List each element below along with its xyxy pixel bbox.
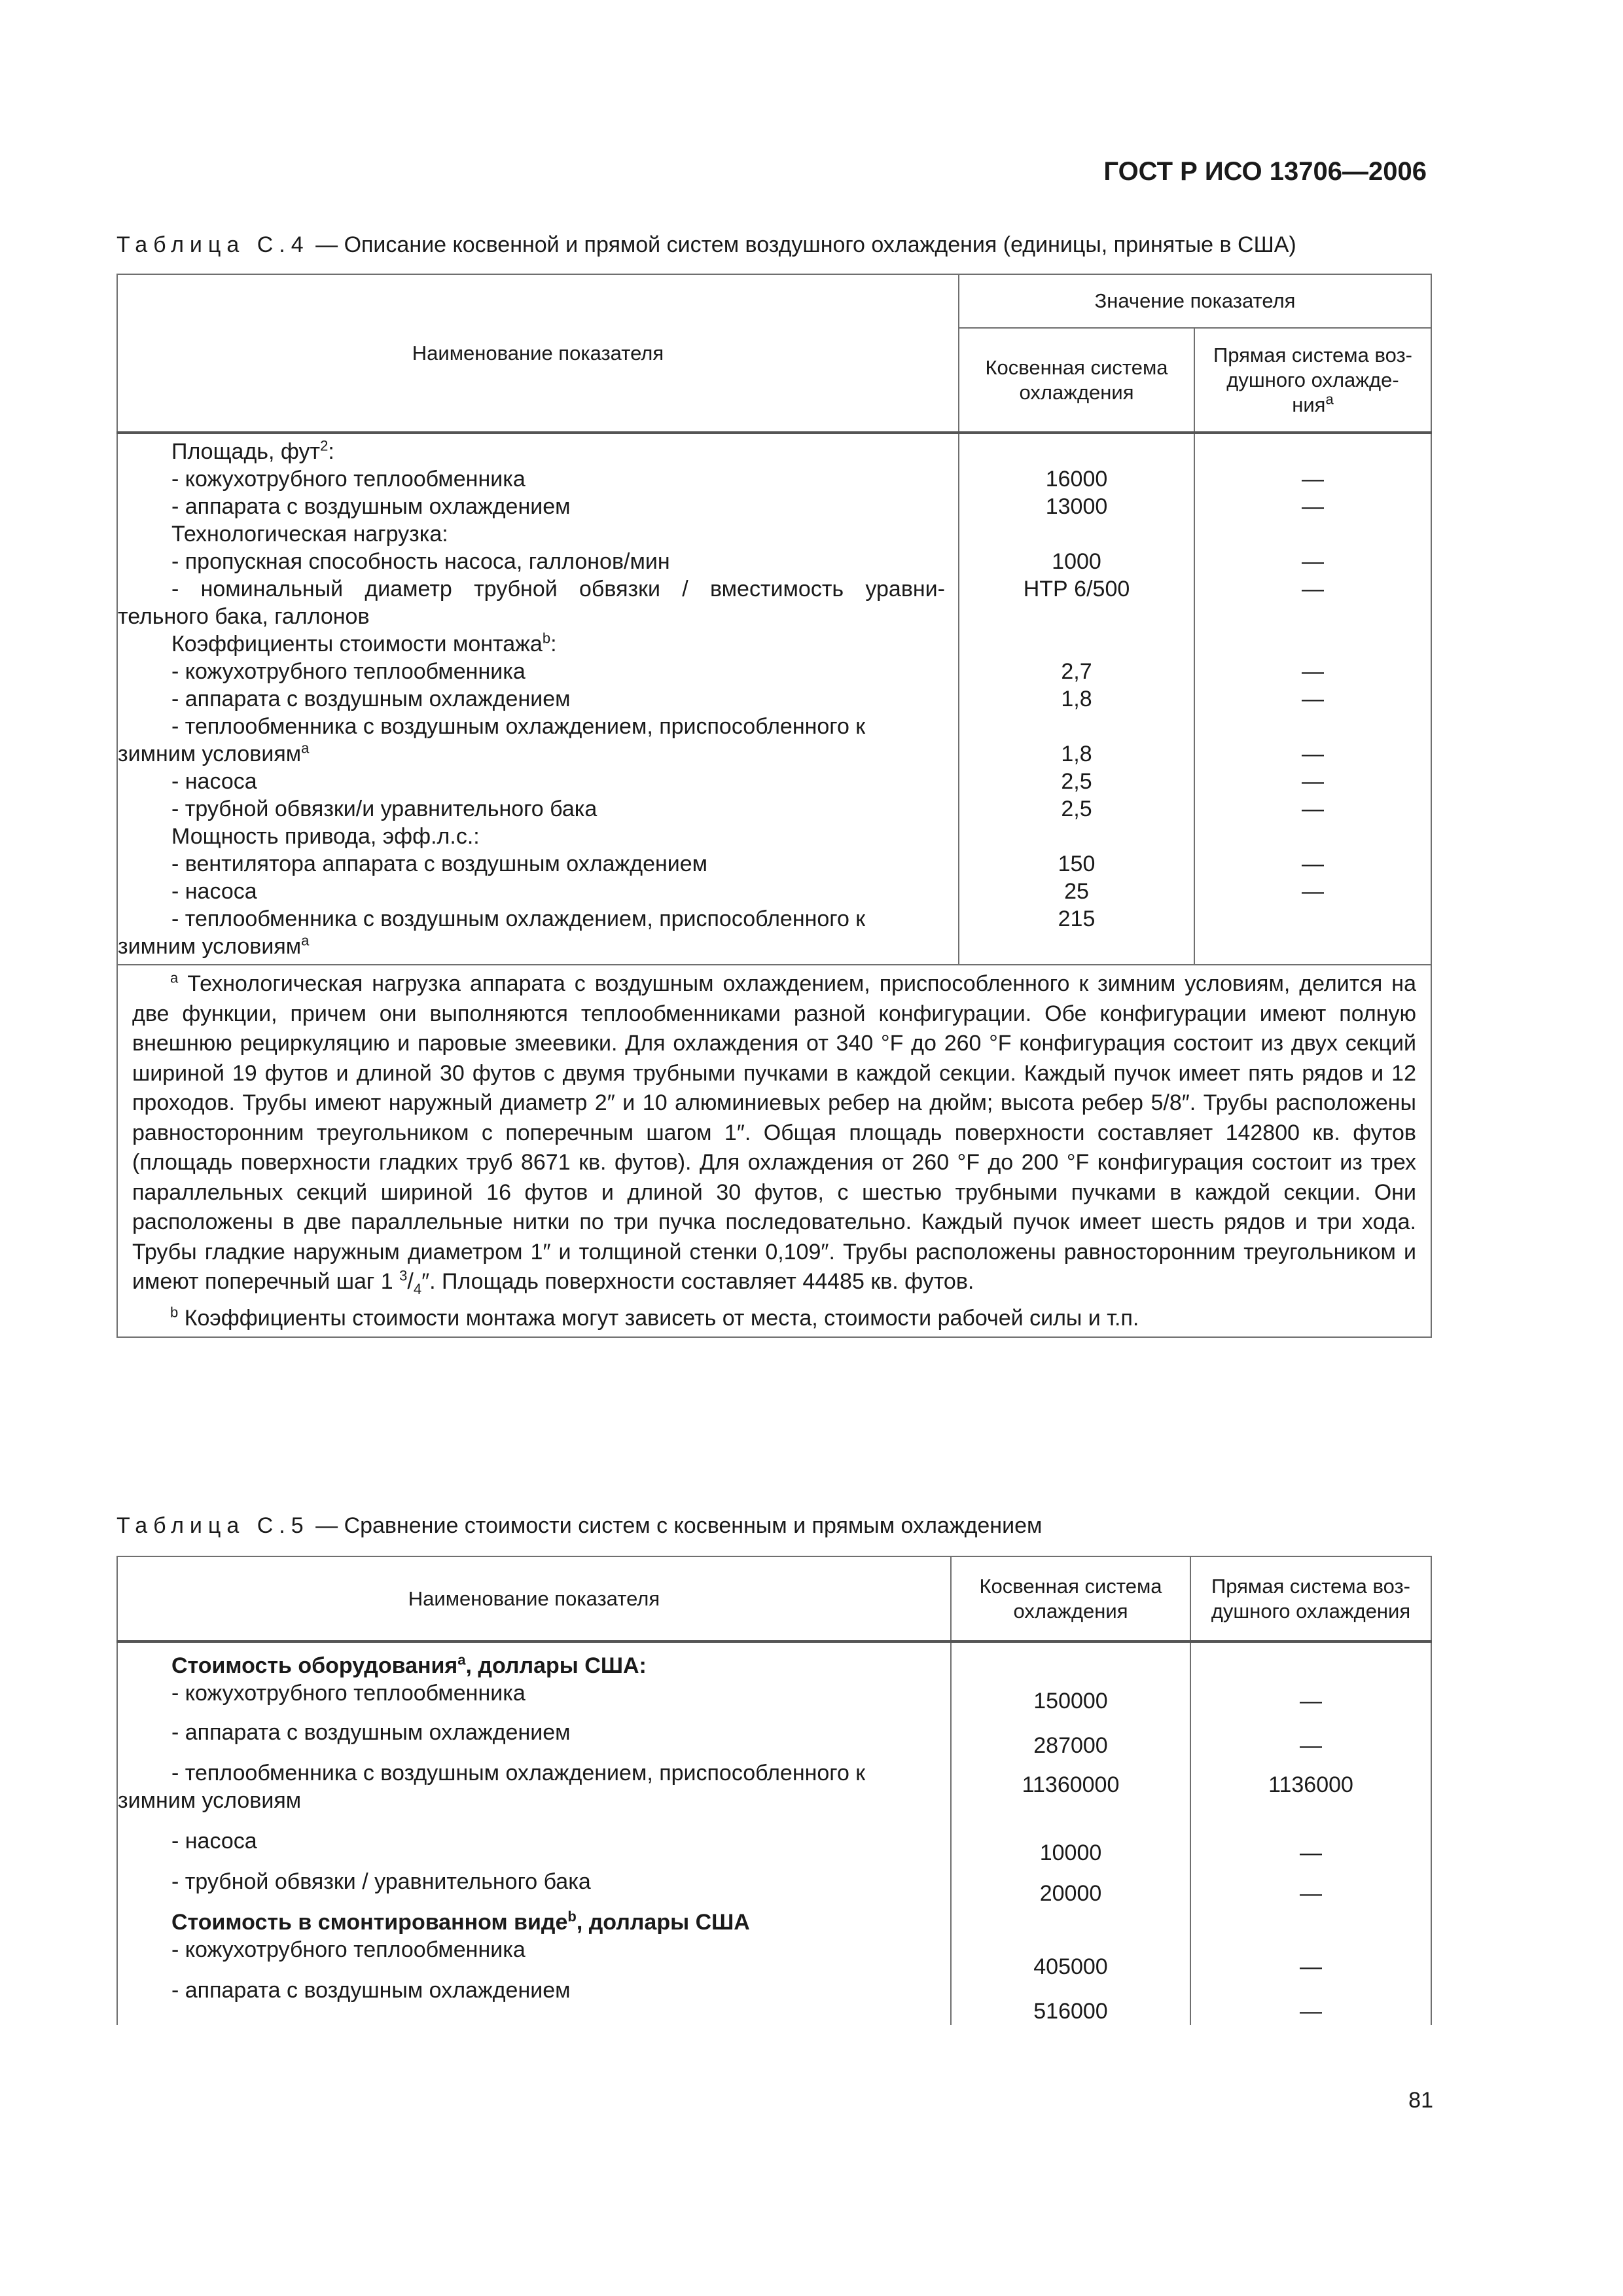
row-process-load-title: Технологическая нагрузка: bbox=[171, 522, 448, 547]
document-code: ГОСТ Р ИСО 13706—2006 bbox=[1103, 157, 1427, 186]
c5-mounted-tail: , доллары США bbox=[576, 1910, 750, 1935]
dash-pump-capacity: — bbox=[1302, 549, 1324, 574]
val-k-shell: 2,7 bbox=[1061, 659, 1092, 684]
c5-equip-title-text: Стоимость оборудования bbox=[171, 1653, 458, 1678]
table-c5-caption-label: Таблица С.5 bbox=[116, 1513, 310, 1538]
c5-val-e-winter-direct: 1136000 bbox=[1268, 1772, 1353, 1797]
row-area-title bbox=[118, 438, 958, 465]
table-c5-head-indirect bbox=[951, 1556, 1190, 1641]
val-pipe: НТР 6/500 bbox=[1023, 577, 1130, 601]
c5-val-e-air: 287000 bbox=[1033, 1733, 1108, 1758]
row-pipe-line-2: тельного бака, галлонов bbox=[118, 604, 370, 629]
row-power-title: Мощность привода, эфф.л.с.: bbox=[171, 824, 480, 849]
c5-val-e-shell: 150000 bbox=[1033, 1689, 1108, 1713]
table-c4-indirect-values bbox=[959, 433, 1194, 965]
c5-e-air: - аппарата с воздушным охлаждением bbox=[171, 1720, 571, 1745]
val-area-shell: 16000 bbox=[1045, 467, 1108, 492]
row-k-air: - аппарата с воздушным охлаждением bbox=[171, 687, 571, 711]
footnote-a-text-2: ″. Площадь поверхности составляет 44485 кв. футов. bbox=[421, 1269, 974, 1294]
footnote-a: $^a$ Технологическая нагрузка аппарата с воздушным охлаждением, приспособленного к зимним условиям, делится на две функции, причем они выполняются теплообменниками разной конфигурации. Обе конфигурации имеют полную внешнюю рециркуляцию и паровые змеевики. Для охлаждения от 340 °F до 260 °F конфигурация состоит из двух секций шириной 19 футов и длиной 30 футов с двумя трубными пучками в каждой секции. Каждый пучок имеет пять рядов и 12 проходов. Трубы имеют наружный диаметр 2″ и 10 алюминиевых ребер на дюйм; высота ребер 5/8″. Трубы расположены равносторонним треугольником с поперечным шагом 1″. Общая площадь поверхности составляет 142800 кв. футов (площадь поверхности гладких труб 8671 кв. футов). Для охлаждения от 260 °F до 200 °F конфигурация состоит из трех параллельных секций шириной 16 футов и длиной 30 футов, с шестью трубными пучками в каждой секции. Они расположены в две параллельные нитки по три пучка последовательно. Каждый пучок имеет шесть рядов и три хода. Трубы гладкие наружным диаметром 1″ и толщиной стенки 0,109″. Трубы расположены равносторонним треугольником и имеют поперечный шаг 1 $^3/_4''$. Площадь поверхности составляет 44485 кв. футов. bbox=[132, 969, 1416, 1297]
c5-dash-m-shell: — bbox=[1300, 1954, 1322, 1979]
table-c4-names bbox=[117, 433, 959, 965]
c5-m-air: - аппарата с воздушным охлаждением bbox=[171, 1978, 571, 2003]
c5-head-direct-line-2: душного охлаждения bbox=[1211, 1599, 1411, 1623]
footnote-b-text: Коэффициенты стоимости монтажа могут зависеть от места, стоимости рабочей силы и т.п. bbox=[178, 1306, 1139, 1331]
table-c4-head-direct bbox=[1194, 328, 1431, 433]
table-c5-indirect-values bbox=[951, 1641, 1190, 2025]
row-p-winter-sup: a bbox=[301, 932, 310, 949]
val-k-pipe: 2,5 bbox=[1061, 797, 1092, 821]
table-c5-direct-values bbox=[1190, 1641, 1431, 2025]
row-k-pipe: - трубной обвязки/и уравнительного бака bbox=[171, 797, 597, 821]
row-install-title-colon: : bbox=[550, 632, 557, 656]
row-area-air: - аппарата с воздушным охлаждением bbox=[171, 494, 571, 519]
val-p-winter: 215 bbox=[1058, 906, 1096, 931]
val-k-air: 1,8 bbox=[1061, 687, 1092, 711]
row-k-shell: - кожухотрубного теплообменника bbox=[171, 659, 526, 684]
row-p-winter-line-2 bbox=[118, 933, 958, 960]
head-direct-line-2: душного охлажде- bbox=[1226, 368, 1399, 391]
table-c5 bbox=[116, 1556, 1432, 2025]
row-area-shell: - кожухотрубного теплообменника bbox=[171, 467, 526, 492]
head-direct-line-1: Прямая система воз- bbox=[1213, 343, 1413, 367]
footnote-a-frac-num: 3 bbox=[399, 1267, 408, 1284]
c5-equip-tail: , доллары США: bbox=[465, 1653, 647, 1678]
c5-head-indirect-line-2: охлаждения bbox=[1013, 1599, 1128, 1623]
row-k-winter-line-1: - теплообменника с воздушным охлаждением, приспособленного к bbox=[171, 714, 866, 739]
c5-mounted-title-text: Стоимость в смонтированном виде bbox=[171, 1910, 568, 1935]
row-p-winter-line-1: - теплообменника с воздушным охлаждением, приспособленного к bbox=[171, 906, 866, 931]
footnote-a-mark: a bbox=[170, 969, 179, 986]
dash-p-fan: — bbox=[1302, 852, 1324, 876]
dash-p-pump: — bbox=[1302, 879, 1324, 904]
c5-equip-title bbox=[118, 1652, 950, 1679]
c5-e-winter-line-1: - теплообменника с воздушным охлаждением, приспособленного к bbox=[171, 1761, 866, 1785]
footnote-a-text-1: Технологическая нагрузка аппарата с воздушным охлаждением, приспособленного к зимним условиям, делится на две функции, причем они выполняются теплообменниками разной конфигурации. Обе конфигурации имеют полную внешнюю рециркуляцию и паровые змеевики. Для охлаждения от 340 °F до 260 °F конфигурация состоит из двух секций шириной 19 футов и длиной 30 футов с двумя трубными пучками в каждой секции. Каждый пучок имеет пять рядов и 12 проходов. Трубы имеют наружный диаметр 2″ и 10 алюминиевых ребер на дюйм; высота ребер 5/8″. Трубы расположены равносторонним треугольником с поперечным шагом 1″. Общая площадь поверхности составляет 142800 кв. футов (площадь поверхности гладких труб 8671 кв. футов). Для охлаждения от 260 °F до 200 °F конфигурация состоит из трех параллельных секций шириной 16 футов и длиной 30 футов, с шестью трубными пучками в каждой секции. Они расположены в две параллельные нитки по три пучка последовательно. Каждый пучок имеет шесть рядов и три хода. Трубы гладкие наружным диаметром 1″ и толщиной стенки 0,109″. Трубы расположены равносторонним треугольником и имеют поперечный шаг 1 bbox=[132, 971, 1416, 1294]
row-k-winter-line-2 bbox=[118, 740, 958, 768]
c5-mounted-sup: b bbox=[567, 1908, 577, 1925]
row-area-title-sup: 2 bbox=[320, 437, 329, 454]
row-pipe-line-1: - номинальный диаметр трубной обвязки / вместимость уравни- bbox=[171, 577, 945, 601]
row-install-title-sup: b bbox=[542, 630, 551, 647]
dash-k-shell: — bbox=[1302, 659, 1324, 684]
c5-val-m-shell: 405000 bbox=[1033, 1954, 1108, 1979]
c5-e-pump: - насоса bbox=[171, 1829, 257, 1854]
val-p-fan: 150 bbox=[1058, 852, 1096, 876]
head-direct-footnote-mark: a bbox=[1325, 391, 1334, 408]
head-direct-line-3 bbox=[1195, 393, 1431, 418]
c5-val-e-winter: 11360000 bbox=[1022, 1772, 1120, 1797]
table-c4-caption bbox=[116, 232, 1296, 258]
c5-head-indirect-line-1: Косвенная система bbox=[979, 1574, 1162, 1598]
table-c4-caption-text: — Описание косвенной и прямой систем воздушного охлаждения (единицы, принятые в США) bbox=[309, 232, 1296, 257]
row-k-winter-line-2-text: зимним условиям bbox=[118, 742, 302, 766]
c5-dash-e-air: — bbox=[1300, 1733, 1322, 1758]
table-c5-caption bbox=[116, 1513, 1042, 1539]
table-c4-direct-values bbox=[1194, 433, 1431, 965]
c5-val-e-pipe: 20000 bbox=[1039, 1881, 1102, 1906]
row-k-winter-sup: a bbox=[301, 740, 310, 757]
val-k-pump: 2,5 bbox=[1061, 769, 1092, 794]
table-c5-caption-text: — Сравнение стоимости систем с косвенным и прямым охлаждением bbox=[309, 1513, 1043, 1538]
c5-dash-m-air: — bbox=[1300, 1999, 1322, 2024]
c5-val-e-pump: 10000 bbox=[1039, 1840, 1102, 1865]
dash-k-pump: — bbox=[1302, 769, 1324, 794]
dash-k-winter: — bbox=[1302, 742, 1324, 766]
c5-m-shell: - кожухотрубного теплообменника bbox=[171, 1937, 526, 1962]
row-k-pump: - насоса bbox=[171, 769, 257, 794]
head-indirect-line-1: Косвенная система bbox=[985, 355, 1168, 379]
val-area-air: 13000 bbox=[1045, 494, 1108, 519]
c5-dash-e-pipe: — bbox=[1300, 1881, 1322, 1906]
table-c4 bbox=[116, 274, 1432, 1338]
c5-e-shell: - кожухотрубного теплообменника bbox=[171, 1681, 526, 1706]
c5-e-pipe: - трубной обвязки / уравнительного бака bbox=[171, 1869, 591, 1894]
table-c4-head-group: Значение показателя bbox=[959, 274, 1431, 328]
page-number: 81 bbox=[1408, 2088, 1433, 2113]
val-k-winter: 1,8 bbox=[1061, 742, 1092, 766]
footnote-b-mark: b bbox=[170, 1304, 179, 1321]
table-c4-caption-label: Таблица С.4 bbox=[116, 232, 310, 257]
table-c5-head-direct bbox=[1190, 1556, 1431, 1641]
row-p-winter-line-2-text: зимним условиям bbox=[118, 934, 302, 959]
head-direct-line-3-text: ния bbox=[1292, 393, 1326, 416]
row-pump-capacity: - пропускная способность насоса, галлонов/мин bbox=[171, 549, 670, 574]
c5-mounted-title bbox=[118, 1909, 950, 1936]
row-p-pump: - насоса bbox=[171, 879, 257, 904]
c5-val-m-air: 516000 bbox=[1033, 1999, 1108, 2024]
dash-k-pipe: — bbox=[1302, 797, 1324, 821]
table-c4-footnotes bbox=[117, 965, 1431, 1337]
row-p-fan: - вентилятора аппарата с воздушным охлаждением bbox=[171, 852, 708, 876]
val-p-pump: 25 bbox=[1064, 879, 1089, 904]
table-c4-head-name: Наименование показателя bbox=[117, 274, 959, 433]
head-indirect-line-2: охлаждения bbox=[1019, 380, 1134, 404]
dash-area-air: — bbox=[1302, 494, 1324, 519]
row-area-title-colon: : bbox=[328, 439, 334, 464]
row-area-title-text: Площадь, фут bbox=[171, 439, 321, 464]
table-c5-head-name: Наименование показателя bbox=[117, 1556, 951, 1641]
table-c5-names bbox=[117, 1641, 951, 2025]
footnote-a-frac-den: 4 bbox=[413, 1280, 422, 1297]
c5-equip-sup: a bbox=[457, 1651, 466, 1668]
c5-dash-e-pump: — bbox=[1300, 1840, 1322, 1865]
dash-area-shell: — bbox=[1302, 467, 1324, 492]
c5-dash-e-shell: — bbox=[1300, 1689, 1322, 1713]
val-pump-capacity: 1000 bbox=[1052, 549, 1101, 574]
row-install-title bbox=[118, 630, 958, 658]
footnote-b bbox=[132, 1304, 1416, 1334]
table-c4-head-indirect bbox=[959, 328, 1194, 433]
dash-k-air: — bbox=[1302, 687, 1324, 711]
dash-pipe: — bbox=[1302, 577, 1324, 601]
c5-head-direct-line-1: Прямая система воз- bbox=[1211, 1574, 1411, 1598]
row-install-title-text: Коэффициенты стоимости монтажа bbox=[171, 632, 543, 656]
c5-e-winter-line-2: зимним условиям bbox=[118, 1788, 302, 1813]
